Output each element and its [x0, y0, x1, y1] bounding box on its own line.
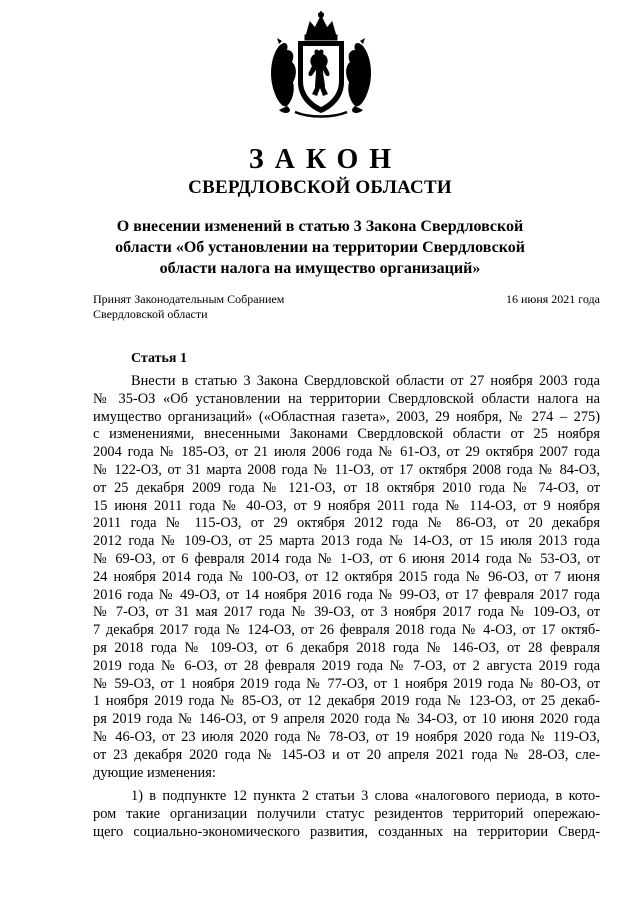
adopted-by-line: Свердловской области	[93, 307, 208, 321]
body-line: 1 ноября 2019 года № 85-ОЗ, от 12 декабря 2019 года № 123-ОЗ, от 25 декаб-	[93, 693, 600, 710]
right-sable-icon	[346, 38, 371, 113]
adopted-by-line: Принят Законодательным Собранием	[93, 292, 285, 306]
item-line: 1) в подпункте 12 пункта 2 статьи 3 слова «налогового периода, в кото-	[131, 788, 600, 805]
body-line: дующие изменения:	[93, 764, 216, 781]
body-line: 7 декабря 2017 года № 124-ОЗ, от 26 февраля 2018 года № 4-ОЗ, от 17 октяб-	[93, 622, 600, 639]
law-title: ЗАКОН	[248, 144, 403, 175]
region-title: СВЕРДЛОВСКОЙ ОБЛАСТИ	[188, 177, 452, 198]
body-line: № 7-ОЗ, от 31 мая 2017 года № 39-ОЗ, от 3 ноября 2017 года № 109-ОЗ, от	[93, 604, 600, 621]
body-line: № 122-ОЗ, от 31 марта 2008 года № 11-ОЗ, от 17 октября 2008 года № 84-ОЗ,	[93, 461, 600, 478]
body-line: 24 ноября 2014 года № 100-ОЗ, от 12 октября 2015 года № 96-ОЗ, от 7 июня	[93, 568, 600, 585]
crown-icon	[305, 11, 337, 40]
body-line: 15 июня 2011 года № 40-ОЗ, от 9 ноября 2011 года № 114-ОЗ, от 9 ноября	[93, 497, 600, 514]
body-line: Внести в статью 3 Закона Свердловской области от 27 ноября 2003 года	[131, 373, 600, 389]
body-line: 2012 года № 109-ОЗ, от 25 марта 2013 года № 14-ОЗ, от 15 июля 2013 года	[93, 533, 600, 550]
subject-line: О внесении изменений в статью 3 Закона Свердловской	[116, 218, 524, 235]
body-line: от 25 декабря 2009 года № 121-ОЗ, от 18 октября 2010 года № 74-ОЗ, от	[93, 479, 600, 496]
adopted-by	[93, 292, 353, 322]
body-line: с изменениями, внесенными Законами Свердловской области от 25 ноября	[93, 426, 600, 443]
body-line: 2019 года № 6-ОЗ, от 28 февраля 2019 года № 7-ОЗ, от 2 августа 2019 года	[93, 657, 600, 674]
body-line: 2016 года № 49-ОЗ, от 14 ноября 2016 года № 99-ОЗ, от 17 февраля 2017 года	[93, 586, 600, 603]
body-line: от 23 декабря 2020 года № 145-ОЗ и от 20 апреля 2021 года № 28-ОЗ, сле-	[93, 746, 600, 763]
article-heading: Статья 1	[131, 351, 187, 366]
body-line: ря 2019 года № 146-ОЗ, от 9 апреля 2020 года № 34-ОЗ, от 10 июня 2020 года	[93, 711, 600, 728]
body-line: № 59-ОЗ, от 1 ноября 2019 года № 77-ОЗ, от 1 ноября 2019 года № 80-ОЗ, от	[93, 675, 600, 692]
body-line: имущество организаций» («Областная газета», 2003, 29 ноября, № 274 – 275)	[93, 408, 600, 425]
adoption-date: 16 июня 2021 года	[505, 292, 600, 306]
law-subject	[90, 216, 550, 279]
body-line: 2011 года № 115-ОЗ, от 29 октября 2012 года № 86-ОЗ, от 20 декабря	[93, 515, 600, 532]
body-line: 2004 года № 185-ОЗ, от 21 июля 2006 года № 61-ОЗ, от 29 октября 2007 года	[93, 444, 600, 461]
subject-line: области налога на имущество организаций»	[159, 260, 481, 277]
body-line: ря 2018 года № 109-ОЗ, от 6 декабря 2018 года № 146-ОЗ, от 28 февраля	[93, 639, 600, 656]
item-line: ром такие организации получили статус резидентов территорий опережаю-	[93, 806, 600, 823]
body-line: № 35-ОЗ «Об установлении на территории Свердловской области налога на	[93, 390, 600, 407]
body-line: № 46-ОЗ, от 23 июля 2020 года № 78-ОЗ, от 19 ноября 2020 года № 119-ОЗ,	[93, 728, 600, 745]
article-body	[93, 373, 600, 842]
body-line: № 69-ОЗ, от 6 февраля 2014 года № 1-ОЗ, от 6 июня 2014 года № 53-ОЗ, от	[93, 550, 600, 567]
sverdlovsk-coat-of-arms-icon	[265, 10, 377, 118]
left-sable-icon	[271, 38, 296, 113]
item-line: щего социально-экономического развития, созданных на территории Сверд-	[93, 823, 600, 840]
subject-line: области «Об установлении на территории Свердловской	[115, 239, 525, 256]
shield-icon	[299, 42, 343, 112]
